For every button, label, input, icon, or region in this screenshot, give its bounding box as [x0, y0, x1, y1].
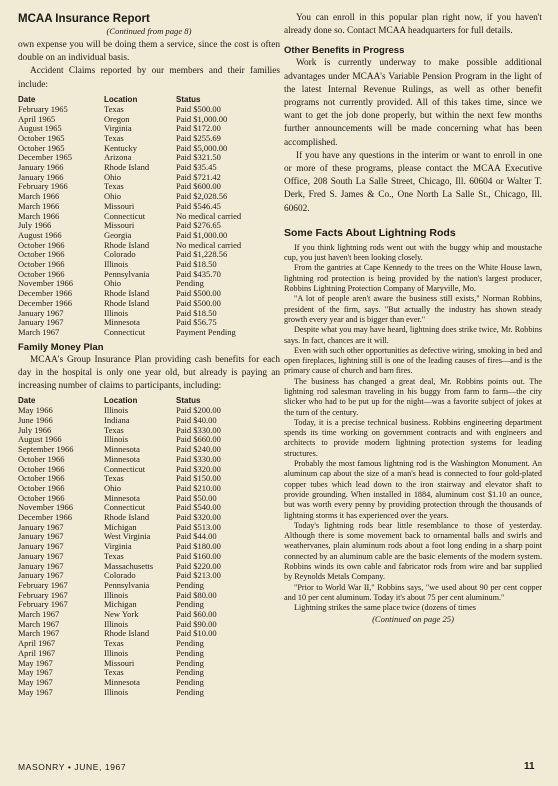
table-row — [18, 416, 280, 426]
claim-date: October 1966 — [18, 268, 65, 279]
contact-paragraph: If you have any questions in the interim or want to enroll in one or more of these programs, please contact the MCAA Executive Office, 208 South La Salle Street, Chicago, Ill. 60604 or Walter T. Derk, Fred S. James & Co., One North La Salle St., Chicago, Ill. 60602. — [284, 150, 542, 214]
other-benefits-heading: Other Benefits in Progress — [284, 45, 405, 57]
claim-location: Rhode Island — [104, 628, 150, 639]
claim-date: October 1966 — [18, 492, 65, 503]
table-row — [18, 678, 280, 688]
claim-status: Paid $330.00 — [176, 453, 221, 464]
claim-date: October 1966 — [18, 259, 65, 270]
claim-date: May 1967 — [18, 667, 53, 678]
footer-masthead: MASONRY • JUNE, 1967 — [18, 762, 127, 772]
claim-status: No medical carried — [176, 239, 242, 250]
article-paragraph: From the gantries at Cape Kennedy to the trees on the White House lawn, lightning rod protection is being provided by the nation's largest producer, Robbins Lightning Protection Company of Maryville, Mo. — [284, 263, 542, 294]
claim-date: May 1967 — [18, 686, 53, 697]
claim-status: Paid $321.50 — [176, 152, 221, 163]
claim-date: August 1965 — [18, 123, 62, 134]
continued-on-note: (Continued on page 25) — [372, 613, 454, 624]
claim-status: Paid $721.42 — [176, 171, 221, 182]
table-row — [18, 328, 280, 338]
claim-status: Paid $210.00 — [176, 482, 221, 493]
claim-status: Paid $540.00 — [176, 502, 221, 513]
claim-status: Paid $90.00 — [176, 618, 217, 629]
claim-location: Michigan — [104, 599, 137, 610]
article-paragraph: Today's lightning rods bear little resemblance to those of yesterday. Although there is some movement back to ornamental balls and swirls and weathervanes, plain aluminum rods about a foot long ending in a sharp point connected by an aluminum cable are the basic elements of the modern system. Robbins winds its own cable and fabricator rods from wire and bar supplied by Reynolds Metals Company. — [284, 520, 542, 582]
claim-location: Illinois — [104, 647, 129, 658]
claim-location: Texas — [104, 638, 124, 649]
claim-date: December 1966 — [18, 512, 73, 523]
article-paragraph: Lightning strikes the same place twice (dozens of times — [294, 603, 476, 613]
claim-status: Paid $320.00 — [176, 463, 221, 474]
claim-location: Texas — [104, 550, 124, 561]
article-paragraph: Even with such other opportunities as defective wiring, smoking in bed and open fireplaces, lightning still is one of the leading causes of fires—and is the primary cause of church and barn fires. — [284, 345, 542, 376]
claim-date: January 1967 — [18, 570, 64, 581]
claim-location: Illinois — [104, 405, 129, 416]
claim-status: Paid $172.00 — [176, 123, 221, 134]
claim-location: Ohio — [104, 171, 121, 182]
claim-location: Kentucky — [104, 142, 138, 153]
claim-status: Paid $56.75 — [176, 317, 217, 328]
article-paragraph: Probably the most famous lightning rod is the Washington Monument. An aluminum cap about the size of a man's head is connected to four gold-plated copper tubes which lead down to the iron stairway and elevator shaft to provide grounding. When installed in 1884, aluminum cost $1.10 an ounce, but was worth every penny by providing protection through the thousands of lightning storms it has experienced over the years. — [284, 459, 542, 520]
claim-status: No medical carried — [176, 210, 242, 221]
insurance-report-title: MCAA Insurance Report — [18, 13, 150, 25]
claim-status: Paid $80.00 — [176, 589, 217, 600]
claim-location: Illinois — [104, 307, 129, 318]
claim-date: October 1966 — [18, 249, 65, 260]
claim-location: Missouri — [104, 220, 135, 231]
family-money-plan-heading: Family Money Plan — [18, 341, 104, 353]
claim-location: Illinois — [104, 686, 129, 697]
claim-date: March 1966 — [18, 191, 60, 202]
claim-date: March 1966 — [18, 200, 60, 211]
claim-location: Minnesota — [104, 676, 140, 687]
claim-status: Paid $5,000.00 — [176, 142, 228, 153]
claim-location: Colorado — [104, 249, 136, 260]
claim-status: Pending — [176, 647, 204, 658]
claim-status: Paid $1,000.00 — [176, 229, 228, 240]
claim-status: Paid $435.70 — [176, 268, 221, 279]
accident-claims-body — [18, 105, 280, 338]
claim-location: Virginia — [104, 541, 132, 552]
claim-location: Georgia — [104, 229, 132, 240]
claim-date: January 1967 — [18, 550, 64, 561]
continued-from-note: (Continued from page 8) — [106, 26, 192, 36]
claim-location: Arizona — [104, 152, 132, 163]
claim-location: Rhode Island — [104, 162, 150, 173]
claim-date: October 1966 — [18, 482, 65, 493]
claim-status: Paid $600.00 — [176, 181, 221, 192]
table-row — [18, 639, 280, 649]
claim-date: February 1967 — [18, 599, 68, 610]
claim-location: Massachusetts — [104, 560, 154, 571]
claim-location: Texas — [104, 424, 124, 435]
claim-location: Ohio — [104, 191, 121, 202]
claim-status: Pending — [176, 657, 204, 668]
location-column-header: Location — [104, 396, 138, 406]
claim-date: February 1966 — [18, 181, 68, 192]
claim-date: January 1966 — [18, 162, 64, 173]
claim-date: September 1966 — [18, 444, 74, 455]
claim-date: July 1966 — [18, 424, 52, 435]
claim-location: Michigan — [104, 521, 137, 532]
table-header-row — [18, 395, 280, 406]
claim-status: Paid $35.45 — [176, 162, 217, 173]
article-paragraph: If you think lightning rods went out with the buggy whip and moustache cup, you just haven't been looking closely. — [284, 242, 542, 263]
claim-date: June 1966 — [18, 415, 53, 425]
claim-status: Paid $18.50 — [176, 307, 217, 318]
claim-status: Paid $18.50 — [176, 259, 217, 270]
claim-date: December 1966 — [18, 297, 73, 308]
claim-date: February 1967 — [18, 579, 68, 590]
claim-location: Missouri — [104, 657, 135, 668]
page-number: 11 — [524, 761, 535, 772]
claim-location: Minnesota — [104, 444, 140, 455]
claim-status: Paid $180.00 — [176, 541, 221, 552]
claim-date: October 1966 — [18, 463, 65, 474]
family-claims-table — [18, 395, 280, 697]
article-paragraph: "Prior to World War II," Robbins says, "we used about 90 per cent copper and 10 per cent aluminum. Today it's about 75 per cent aluminum." — [284, 582, 542, 602]
claim-date: August 1966 — [18, 229, 62, 240]
claim-date: October 1965 — [18, 142, 65, 153]
claim-status: Paid $276.65 — [176, 220, 221, 231]
table-row — [18, 668, 280, 678]
claim-date: December 1965 — [18, 152, 73, 163]
claim-status: Paid $255.69 — [176, 132, 221, 143]
claim-date: October 1965 — [18, 132, 65, 143]
date-column-header: Date — [18, 396, 36, 406]
table-row — [18, 406, 280, 416]
claim-status: Paid $240.00 — [176, 444, 221, 455]
claim-location: Ohio — [104, 278, 121, 289]
accident-claims-table — [18, 94, 280, 338]
claim-location: Minnesota — [104, 492, 140, 503]
claim-date: October 1966 — [18, 453, 65, 464]
date-column-header: Date — [18, 94, 36, 104]
claim-location: Missouri — [104, 200, 135, 211]
right-column — [284, 12, 542, 625]
claim-location: New York — [104, 609, 139, 620]
claim-date: May 1967 — [18, 657, 53, 668]
table-row — [18, 688, 280, 698]
claim-location: Texas — [104, 103, 124, 114]
claim-date: April 1967 — [18, 647, 56, 658]
claim-status: Paid $44.00 — [176, 531, 217, 542]
claim-date: October 1966 — [18, 473, 65, 484]
article-paragraph: Today, it is a precise technical business. Robbins engineering department spends its time working on government contracts and with engineers and architects to provide modern lightning protection systems for leading structures. — [284, 417, 542, 458]
claim-location: Connecticut — [104, 463, 146, 474]
table-row — [18, 629, 280, 639]
claim-location: Rhode Island — [104, 239, 150, 250]
claim-date: March 1966 — [18, 210, 60, 221]
claim-status: Paid $500.00 — [176, 103, 221, 114]
claim-status: Paid $40.00 — [176, 415, 217, 425]
claim-location: Connecticut — [104, 210, 146, 221]
claim-date: February 1967 — [18, 589, 68, 600]
claim-status: Paid $2,028.56 — [176, 191, 228, 202]
lightning-article-body — [284, 243, 542, 614]
claim-date: January 1967 — [18, 531, 64, 542]
claim-location: Minnesota — [104, 453, 140, 464]
claim-location: Connecticut — [104, 502, 146, 513]
claim-date: March 1967 — [18, 609, 60, 620]
article-paragraph: "A lot of people aren't aware the business still exists," Norman Robbins, president of the firm, says. "But actually the industry has shown steady growth every year and is bigger than ever." — [284, 294, 542, 324]
claim-location: Texas — [104, 667, 124, 678]
claim-location: Colorado — [104, 570, 136, 581]
claim-date: January 1967 — [18, 521, 64, 532]
claim-status: Pending — [176, 686, 204, 697]
claim-status: Paid $1,228.56 — [176, 249, 228, 260]
claim-location: Ohio — [104, 482, 121, 493]
claim-date: January 1967 — [18, 541, 64, 552]
location-column-header: Location — [104, 94, 138, 104]
claim-status: Pending — [176, 676, 204, 687]
claim-location: Illinois — [104, 589, 129, 600]
lightning-rods-heading: Some Facts About Lightning Rods — [284, 226, 456, 239]
claim-location: West Virginia — [104, 531, 151, 542]
other-benefits-paragraph: Work is currently underway to make possible additional advantages under MCAA's Variable Pension Program in the light of the latest Internal Revenue Rulings, as well as other benefit programs not currently provided. All of this takes time, since we want to get the job done properly, but within the next few months further announcements will be made concerning what has been accomplished. — [284, 58, 542, 148]
claim-location: Texas — [104, 132, 124, 143]
claim-status: Paid $200.00 — [176, 405, 221, 416]
claim-location: Illinois — [104, 618, 129, 629]
family-money-plan-paragraph: MCAA's Group Insurance Plan providing cash benefits for each day in the hospital is only one year old, but already is paying an increasing number of claims to participants, including: — [18, 354, 280, 392]
claim-date: March 1967 — [18, 326, 60, 337]
claim-status: Pending — [176, 579, 204, 590]
claim-location: Minnesota — [104, 317, 140, 328]
claim-location: Illinois — [104, 434, 129, 445]
claim-date: December 1966 — [18, 288, 73, 299]
claim-date: January 1967 — [18, 560, 64, 571]
table-row — [18, 105, 280, 115]
claim-date: April 1967 — [18, 638, 56, 649]
claim-location: Indiana — [104, 415, 130, 425]
claim-location: Pennsylvania — [104, 579, 150, 590]
claim-date: February 1965 — [18, 103, 68, 114]
claim-date: January 1967 — [18, 307, 64, 318]
claim-status: Pending — [176, 278, 204, 289]
claim-status: Paid $500.00 — [176, 297, 221, 308]
claim-date: January 1967 — [18, 317, 64, 328]
claim-date: May 1966 — [18, 405, 53, 416]
claim-date: November 1966 — [18, 278, 74, 289]
article-paragraph: The business has changed a great deal, Mr. Robbins points out. The lightning rod salesman traveling in his buggy from farm to farm—the city slicker who had to be put up for the night—was a favorite subject of jokes at the turn of the century. — [284, 376, 542, 417]
claim-date: March 1967 — [18, 618, 60, 629]
claim-status: Payment Pending — [176, 326, 236, 337]
claim-status: Paid $220.00 — [176, 560, 221, 571]
claim-date: January 1966 — [18, 171, 64, 182]
claim-status: Paid $330.00 — [176, 424, 221, 435]
claim-date: May 1967 — [18, 676, 53, 687]
status-column-header: Status — [176, 396, 201, 406]
claim-location: Texas — [104, 181, 124, 192]
intro-paragraph: own expense you will be doing them a service, since the cost is often double on an individual basis. — [18, 40, 280, 64]
claim-date: April 1965 — [18, 113, 56, 124]
claim-location: Virginia — [104, 123, 132, 134]
claim-date: October 1966 — [18, 239, 65, 250]
claim-status: Paid $660.00 — [176, 434, 221, 445]
claim-location: Illinois — [104, 259, 129, 270]
table-row — [18, 659, 280, 669]
left-column — [18, 12, 280, 697]
claim-status: Paid $150.00 — [176, 473, 221, 484]
claim-status: Paid $160.00 — [176, 550, 221, 561]
claim-status: Paid $60.00 — [176, 609, 217, 620]
claim-location: Rhode Island — [104, 297, 150, 308]
family-claims-body — [18, 406, 280, 697]
claim-date: August 1966 — [18, 434, 62, 445]
claim-location: Oregon — [104, 113, 130, 124]
claim-location: Texas — [104, 473, 124, 484]
claim-status: Paid $500.00 — [176, 288, 221, 299]
claim-status: Pending — [176, 599, 204, 610]
claim-status: Paid $546.45 — [176, 200, 221, 211]
claim-location: Connecticut — [104, 326, 146, 337]
table-row — [18, 649, 280, 659]
claim-status: Pending — [176, 638, 204, 649]
status-column-header: Status — [176, 94, 201, 104]
claim-date: July 1966 — [18, 220, 52, 231]
claim-status: Pending — [176, 667, 204, 678]
claim-status: Paid $10.00 — [176, 628, 217, 639]
claim-status: Paid $50.00 — [176, 492, 217, 503]
claim-status: Paid $320.00 — [176, 512, 221, 523]
table-row — [18, 212, 280, 222]
claim-status: Paid $513.00 — [176, 521, 221, 532]
claim-status: Paid $1,000.00 — [176, 113, 228, 124]
claim-location: Rhode Island — [104, 288, 150, 299]
claim-status: Paid $213.00 — [176, 570, 221, 581]
claim-location: Rhode Island — [104, 512, 150, 523]
claim-date: November 1966 — [18, 502, 74, 513]
article-paragraph: Despite what you may have heard, lightning does strike twice, Mr. Robbins says. In fact, chances are it will. — [284, 325, 542, 345]
claim-location: Pennsylvania — [104, 268, 150, 279]
claim-date: March 1967 — [18, 628, 60, 639]
claims-intro-paragraph: Accident Claims reported by our members and their families include: — [18, 66, 280, 90]
enroll-paragraph: You can enroll in this popular plan right now, if you haven't already done so. Contact MCAA headquarters for full details. — [284, 13, 542, 37]
